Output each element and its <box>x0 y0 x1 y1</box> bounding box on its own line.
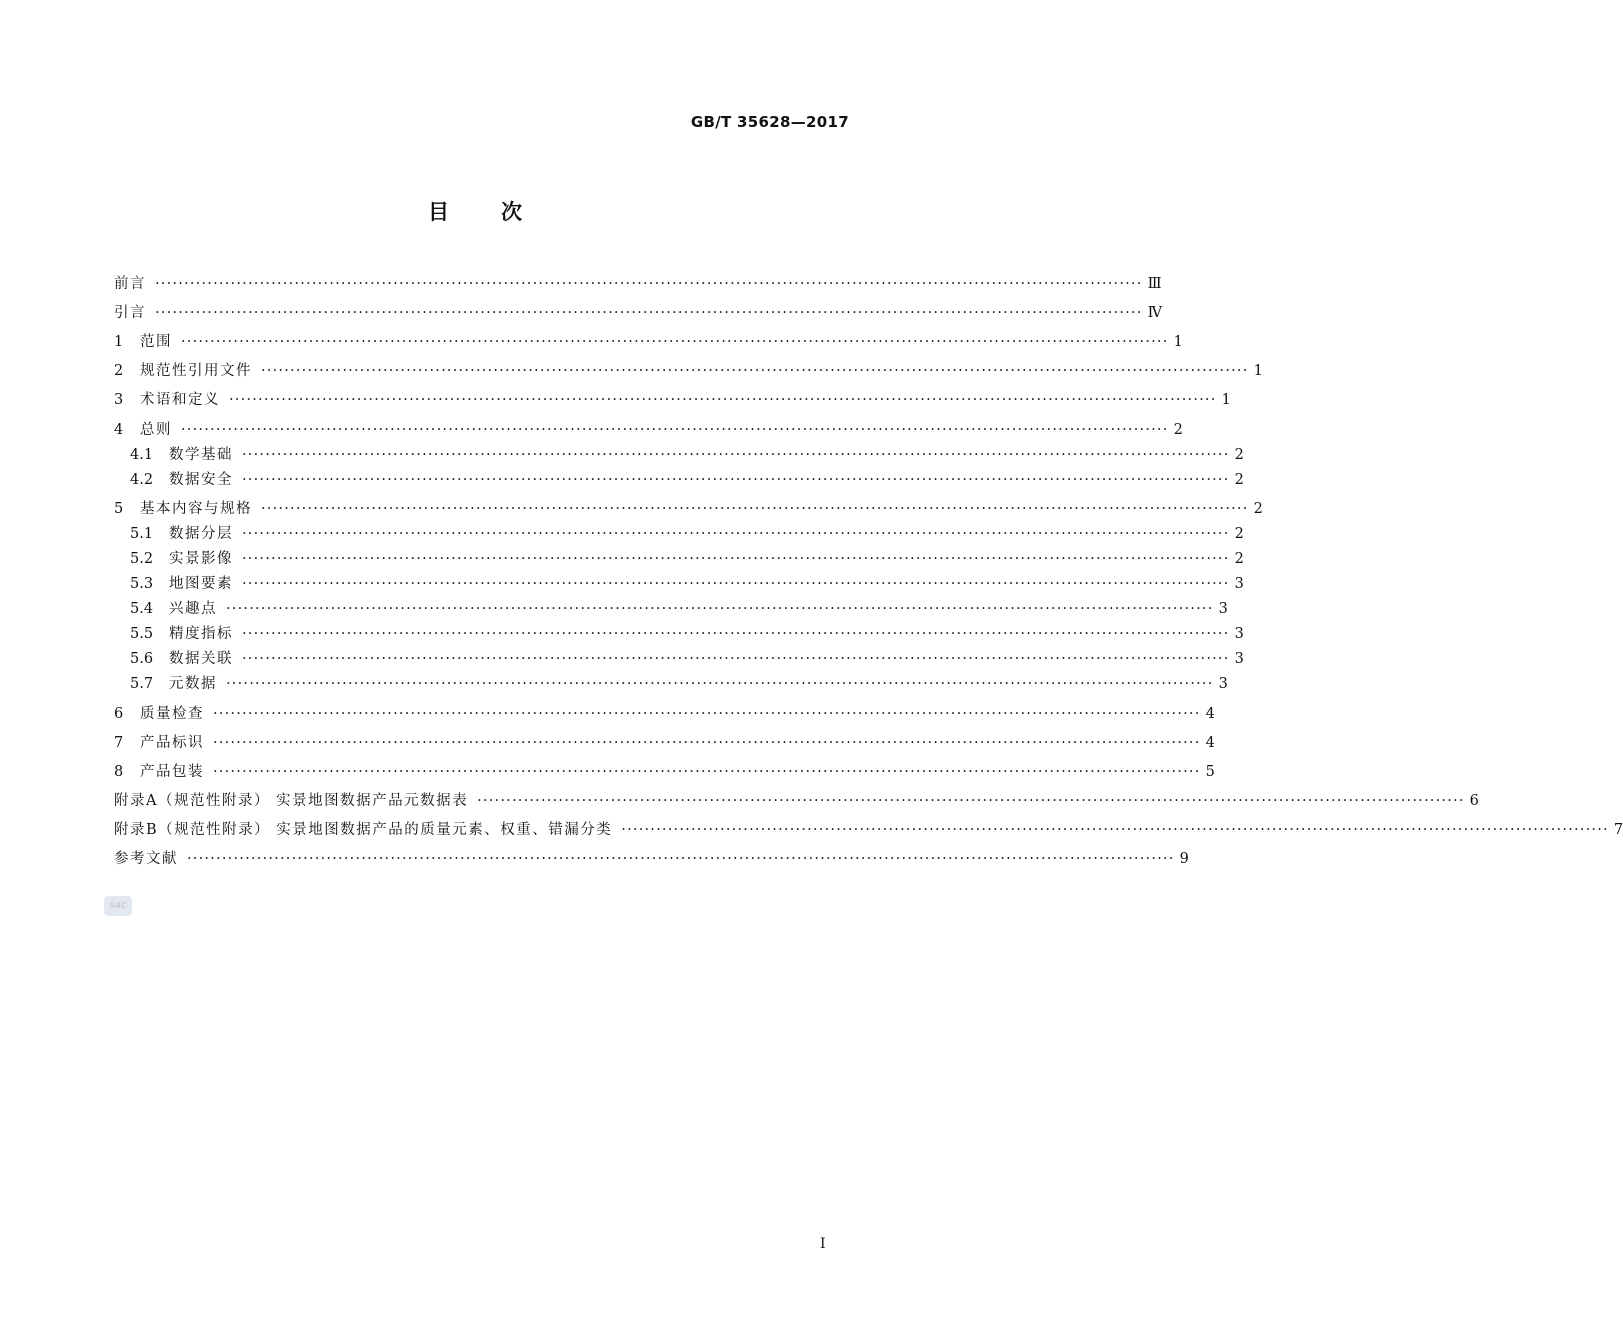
toc-label: 总则 <box>140 422 172 438</box>
toc-leader: ·········································································································································································· <box>242 576 1230 592</box>
toc-entry-1[interactable] <box>114 330 1183 354</box>
toc-entry-5[interactable] <box>114 497 1263 521</box>
toc-entry-appendix-a[interactable] <box>114 789 1479 813</box>
toc-page: 4 <box>1205 735 1215 751</box>
toc-leader: ·········································································································································································· <box>226 676 1214 692</box>
toc-page: 2 <box>1234 551 1244 567</box>
toc-number: 6 <box>114 706 124 722</box>
toc-entry-foreword[interactable] <box>114 272 1162 296</box>
toc-entry-3[interactable] <box>114 388 1231 412</box>
toc-number: 5 <box>114 501 124 517</box>
toc-leader: ·········································································································································································· <box>213 764 1201 780</box>
toc-page: 3 <box>1218 676 1228 692</box>
toc-entry-5-2[interactable] <box>130 547 1244 571</box>
toc-page: 3 <box>1234 576 1244 592</box>
toc-leader: ·········································································································································································· <box>242 626 1230 642</box>
toc-number: 4.2 <box>130 472 154 488</box>
toc-page: 1 <box>1253 363 1263 379</box>
toc-label: 数据分层 <box>169 526 233 542</box>
toc-entry-2[interactable] <box>114 359 1263 383</box>
sac-logo-icon: SAC <box>104 896 132 916</box>
toc-page: 3 <box>1234 651 1244 667</box>
toc-leader: ·········································································································································································· <box>242 447 1230 463</box>
toc-entry-6[interactable] <box>114 702 1215 726</box>
toc-entry-5-3[interactable] <box>130 572 1244 596</box>
toc-label: 规范性引用文件 <box>140 363 252 379</box>
toc-label: 数据安全 <box>169 472 233 488</box>
toc-leader: ·········································································································································································· <box>229 392 1217 408</box>
toc-page: Ⅳ <box>1147 305 1163 321</box>
toc-label: 基本内容与规格 <box>140 501 252 517</box>
toc-leader: ·········································································································································································· <box>242 551 1230 567</box>
toc-label: 地图要素 <box>169 576 233 592</box>
toc-page: 7 <box>1613 822 1623 838</box>
toc-label: 数据关联 <box>169 651 233 667</box>
toc-leader: ·········································································································································································· <box>181 422 1169 438</box>
page-number: Ⅰ <box>820 1236 826 1252</box>
toc-label: 产品标识 <box>140 735 204 751</box>
toc-label: 参考文献 <box>114 851 178 867</box>
page-title: 目次 <box>428 200 574 224</box>
toc-leader: ·········································································································································································· <box>213 735 1201 751</box>
toc-entry-5-7[interactable] <box>130 672 1228 696</box>
toc-label: 兴趣点 <box>169 601 217 617</box>
toc-leader: ·········································································································································································· <box>242 651 1230 667</box>
toc-label: 前言 <box>114 276 146 292</box>
toc-leader: ·········································································································································································· <box>242 472 1230 488</box>
toc-page: 2 <box>1234 447 1244 463</box>
toc-page: 2 <box>1234 472 1244 488</box>
toc-number: 4.1 <box>130 447 154 463</box>
toc-page: 1 <box>1173 334 1183 350</box>
toc-page: 2 <box>1173 422 1183 438</box>
toc-label: 附录A（规范性附录） 实景地图数据产品元数据表 <box>114 793 469 809</box>
toc-entry-7[interactable] <box>114 731 1215 755</box>
toc-page: 2 <box>1234 526 1244 542</box>
toc-page: 3 <box>1234 626 1244 642</box>
toc-label: 实景影像 <box>169 551 233 567</box>
toc-label: 引言 <box>114 305 146 321</box>
toc-entry-5-4[interactable] <box>130 597 1228 621</box>
toc-leader: ·········································································································································································· <box>155 276 1143 292</box>
toc-number: 2 <box>114 363 124 379</box>
toc-number: 5.5 <box>130 626 154 642</box>
toc-page: 9 <box>1179 851 1189 867</box>
toc-entry-8[interactable] <box>114 760 1215 784</box>
toc-number: 5.2 <box>130 551 154 567</box>
toc-entry-4-1[interactable] <box>130 443 1244 467</box>
toc-leader: ·········································································································································································· <box>155 305 1143 321</box>
toc-entry-5-6[interactable] <box>130 647 1244 671</box>
toc-leader: ·········································································································································································· <box>261 363 1249 379</box>
toc-entry-5-5[interactable] <box>130 622 1244 646</box>
toc-number: 4 <box>114 422 124 438</box>
toc-page: Ⅲ <box>1147 276 1162 292</box>
toc-number: 5.1 <box>130 526 154 542</box>
toc-number: 5.6 <box>130 651 154 667</box>
toc-number: 5.4 <box>130 601 154 617</box>
toc-entry-appendix-b[interactable] <box>114 818 1623 842</box>
toc-number: 5.3 <box>130 576 154 592</box>
toc-leader: ·········································································································································································· <box>187 851 1175 867</box>
toc-page: 5 <box>1205 764 1215 780</box>
toc-number: 3 <box>114 392 124 408</box>
toc-label: 精度指标 <box>169 626 233 642</box>
toc-number: 1 <box>114 334 124 350</box>
toc-label: 范围 <box>140 334 172 350</box>
toc-label: 数学基础 <box>169 447 233 463</box>
toc-entry-introduction[interactable] <box>114 301 1163 325</box>
toc-label: 元数据 <box>169 676 217 692</box>
toc-label: 术语和定义 <box>140 392 220 408</box>
standard-code: GB/T 35628—2017 <box>690 113 849 131</box>
toc-label: 质量检查 <box>140 706 204 722</box>
toc-page: 1 <box>1221 392 1231 408</box>
toc-page: 4 <box>1205 706 1215 722</box>
toc-number: 8 <box>114 764 124 780</box>
toc-page: 6 <box>1469 793 1479 809</box>
toc-number: 7 <box>114 735 124 751</box>
toc-leader: ·········································································································································································· <box>226 601 1214 617</box>
toc-entry-4-2[interactable] <box>130 468 1244 492</box>
toc-label: 附录B（规范性附录） 实景地图数据产品的质量元素、权重、错漏分类 <box>114 822 613 838</box>
toc-entry-4[interactable] <box>114 418 1183 442</box>
toc-leader: ·········································································································································································· <box>621 822 1609 838</box>
toc-leader: ·········································································································································································· <box>261 501 1249 517</box>
toc-entry-5-1[interactable] <box>130 522 1244 546</box>
toc-page: 2 <box>1253 501 1263 517</box>
toc-page: 3 <box>1218 601 1228 617</box>
toc-number: 5.7 <box>130 676 154 692</box>
toc-leader: ·········································································································································································· <box>242 526 1230 542</box>
toc-entry-references[interactable] <box>114 847 1189 871</box>
toc-label: 产品包装 <box>140 764 204 780</box>
toc-leader: ·········································································································································································· <box>477 793 1465 809</box>
toc-leader: ·········································································································································································· <box>181 334 1169 350</box>
toc-leader: ·········································································································································································· <box>213 706 1201 722</box>
